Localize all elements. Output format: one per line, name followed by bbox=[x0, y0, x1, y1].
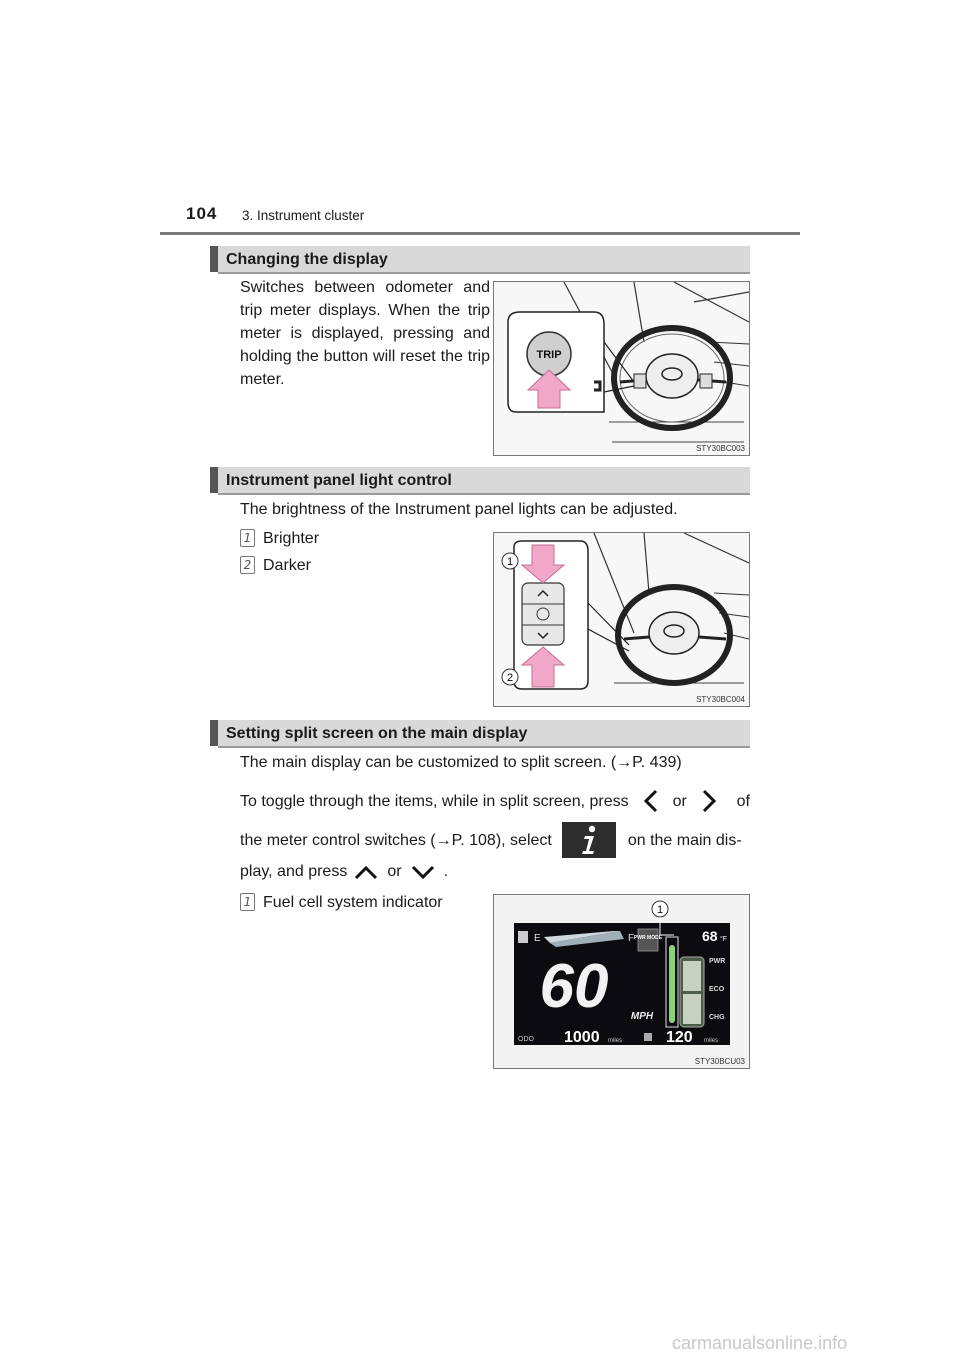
trip-button-label: TRIP bbox=[536, 349, 562, 361]
pwr-label: PWR bbox=[709, 958, 726, 965]
right-arrow-icon bbox=[695, 789, 721, 813]
section-body-panel-light: The brightness of the Instrument panel lights can be adjusted. bbox=[240, 501, 678, 518]
main-display-screen bbox=[494, 895, 750, 1069]
fuel-full-label: F bbox=[628, 933, 635, 944]
split-screen-para-2: To toggle through the items, while in split screen, press or of bbox=[240, 789, 750, 813]
callout-1: 1 bbox=[506, 556, 514, 568]
pwr-mode-badge: PWR MODE bbox=[633, 935, 663, 941]
callout-2: 2 bbox=[506, 672, 514, 684]
temperature-unit: °F bbox=[720, 936, 728, 943]
arrow-icon: → bbox=[435, 831, 452, 849]
chapter-title: 3. Instrument cluster bbox=[242, 208, 365, 223]
item-label-darker: Darker bbox=[263, 557, 312, 574]
light-control-illustration bbox=[494, 533, 750, 707]
page-reference: P. 108 bbox=[451, 831, 496, 849]
temperature-value: 68 bbox=[702, 928, 718, 944]
speed-value: 60 bbox=[539, 952, 609, 1021]
page-number: 104 bbox=[186, 204, 218, 223]
range-value: 120 bbox=[666, 1029, 693, 1046]
figure-code: STY30BC003 bbox=[696, 444, 745, 453]
odometer-value: 1000 bbox=[564, 1029, 600, 1046]
item-number: 2 bbox=[240, 556, 255, 574]
fuel-empty-label: E bbox=[534, 933, 541, 944]
item-label-brighter: Brighter bbox=[263, 530, 320, 547]
section-title: Changing the display bbox=[226, 251, 388, 268]
down-arrow-icon bbox=[410, 862, 436, 882]
watermark: carmanualsonline.info bbox=[672, 1333, 848, 1353]
header-rule bbox=[160, 232, 800, 235]
info-icon bbox=[562, 822, 616, 858]
callout-1: 1 bbox=[656, 904, 664, 916]
odometer-unit: miles bbox=[608, 1038, 623, 1044]
steering-wheel-trip-illustration bbox=[494, 282, 750, 456]
figure-trip-button bbox=[493, 281, 750, 456]
arrow-icon: → bbox=[616, 754, 633, 771]
eco-label: ECO bbox=[709, 986, 725, 993]
split-screen-para-3: the meter control switches ( → P. 108 ), select on the main dis- bbox=[240, 822, 750, 858]
odo-label: ODO bbox=[518, 1036, 534, 1043]
split-screen-para-1: The main display can be customized to split screen. (→P. 439) bbox=[240, 754, 682, 771]
item-number: 1 bbox=[240, 529, 255, 547]
figure-code: STY30BC004 bbox=[696, 695, 745, 704]
figure-code: STY30BCU03 bbox=[694, 1057, 745, 1066]
split-screen-para-4: play, and press or . bbox=[240, 863, 449, 880]
section-title: Setting split screen on the main display bbox=[226, 725, 528, 742]
speed-unit: MPH bbox=[630, 1011, 654, 1022]
list-item bbox=[240, 891, 443, 914]
section-title: Instrument panel light control bbox=[226, 472, 452, 489]
section-heading-changing-display bbox=[210, 246, 750, 272]
left-arrow-icon bbox=[639, 789, 665, 813]
up-arrow-icon bbox=[353, 862, 379, 882]
page-reference: P. 439 bbox=[632, 754, 677, 771]
section-heading-panel-light bbox=[210, 467, 750, 493]
list-item bbox=[240, 527, 319, 550]
list-item bbox=[240, 554, 311, 577]
figure-light-control bbox=[493, 532, 750, 707]
section-body-changing-display: Switches between odometer and trip meter displays. When the trip meter is displayed, pressing and holding the button will reset the trip meter. bbox=[240, 279, 490, 388]
figure-main-display bbox=[493, 894, 750, 1069]
item-label-fuel-cell: Fuel cell system indicator bbox=[263, 894, 443, 911]
item-number: 1 bbox=[240, 893, 255, 911]
section-heading-split-screen bbox=[210, 720, 750, 746]
chg-label: CHG bbox=[709, 1014, 725, 1021]
range-unit: miles bbox=[704, 1038, 719, 1044]
